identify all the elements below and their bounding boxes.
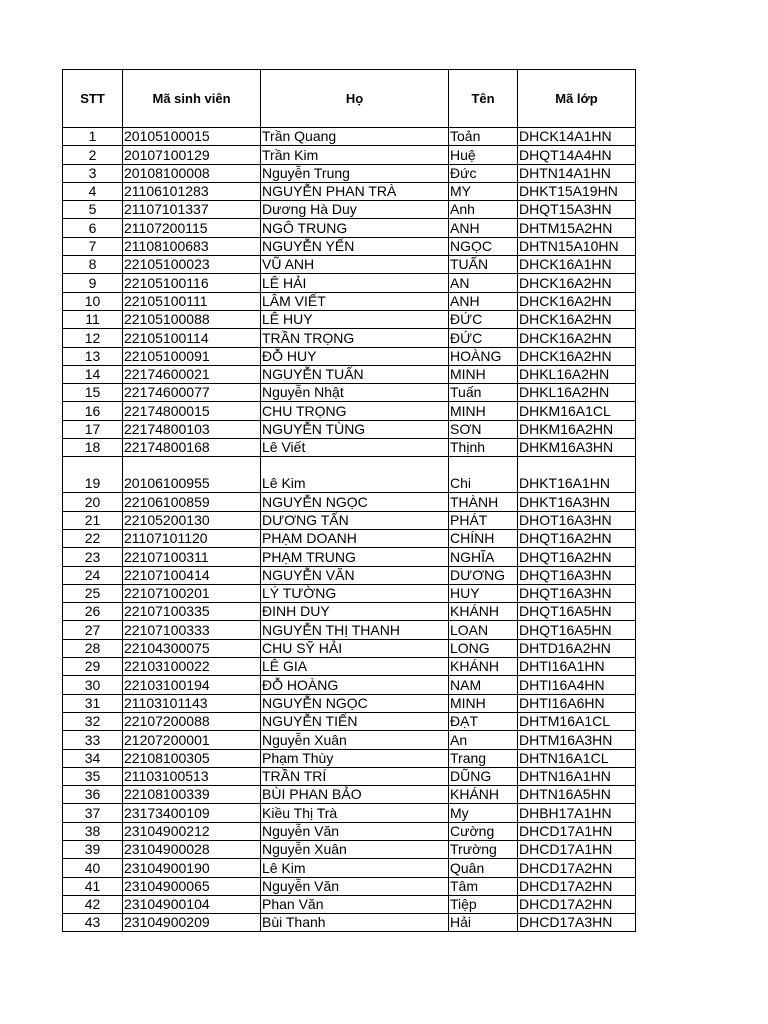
cell-ho: Phan Văn — [261, 895, 449, 913]
cell-ma-lop: DHCD17A3HN — [518, 914, 636, 932]
cell-ho: ĐỖ HOÀNG — [261, 676, 449, 694]
cell-ma-sinh-vien: 23104900104 — [123, 895, 261, 913]
cell-ma-lop: DHQT14A4HN — [518, 146, 636, 164]
cell-ten: AN — [449, 274, 518, 292]
cell-ma-lop: DHQT15A3HN — [518, 201, 636, 219]
cell-stt: 14 — [63, 365, 123, 383]
table-row — [63, 274, 636, 292]
cell-ho: NGUYỄN THỊ THANH — [261, 621, 449, 639]
cell-ten: DƯƠNG — [449, 566, 518, 584]
cell-ho: TRẦN TRÍ — [261, 767, 449, 785]
cell-ma-sinh-vien: 22108100305 — [123, 749, 261, 767]
cell-ma-sinh-vien: 22105200130 — [123, 511, 261, 529]
cell-ma-sinh-vien: 21106101283 — [123, 182, 261, 200]
table-row — [63, 329, 636, 347]
cell-stt: 16 — [63, 402, 123, 420]
cell-ma-lop: DHKM16A2HN — [518, 420, 636, 438]
cell-ma-lop: DHCK16A2HN — [518, 274, 636, 292]
cell-ma-lop: DHQT16A2HN — [518, 548, 636, 566]
cell-ma-lop: DHKM16A3HN — [518, 439, 636, 457]
cell-ho: NGÔ TRUNG — [261, 219, 449, 237]
cell-ma-sinh-vien: 22103100022 — [123, 658, 261, 676]
cell-stt: 30 — [63, 676, 123, 694]
cell-ten: LOAN — [449, 621, 518, 639]
cell-ma-lop: DHQT16A3HN — [518, 566, 636, 584]
cell-ma-lop: DHTI16A6HN — [518, 694, 636, 712]
cell-ma-sinh-vien: 22107100333 — [123, 621, 261, 639]
cell-ho: BÙI PHAN BẢO — [261, 786, 449, 804]
cell-stt: 2 — [63, 146, 123, 164]
cell-stt: 22 — [63, 529, 123, 547]
table-row — [63, 493, 636, 511]
cell-ma-lop: DHCK16A1HN — [518, 256, 636, 274]
table-row — [63, 457, 636, 493]
cell-ma-lop: DHTN16A1CL — [518, 749, 636, 767]
table-row — [63, 804, 636, 822]
cell-stt: 40 — [63, 859, 123, 877]
cell-stt: 35 — [63, 767, 123, 785]
table-row — [63, 767, 636, 785]
cell-stt: 27 — [63, 621, 123, 639]
cell-ho: CHU TRỌNG — [261, 402, 449, 420]
table-row — [63, 877, 636, 895]
cell-ho: NGUYỄN PHAN TRÀ — [261, 182, 449, 200]
cell-ma-sinh-vien: 22174800168 — [123, 439, 261, 457]
cell-ma-lop: DHCD17A2HN — [518, 895, 636, 913]
cell-stt: 12 — [63, 329, 123, 347]
cell-ma-lop: DHCD17A1HN — [518, 822, 636, 840]
cell-ma-lop: DHCK14A1HN — [518, 128, 636, 146]
header-ma-lop: Mã lớp — [518, 70, 636, 128]
cell-ho: Nguyễn Trung — [261, 164, 449, 182]
table-row — [63, 439, 636, 457]
cell-ma-sinh-vien: 23104900212 — [123, 822, 261, 840]
cell-stt: 5 — [63, 201, 123, 219]
cell-ma-sinh-vien: 21103101143 — [123, 694, 261, 712]
cell-ho: PHẠM TRUNG — [261, 548, 449, 566]
cell-ten: KHÁNH — [449, 786, 518, 804]
cell-stt: 41 — [63, 877, 123, 895]
cell-ho: Trần Quang — [261, 128, 449, 146]
cell-ho: Nguyễn Xuân — [261, 731, 449, 749]
cell-stt: 20 — [63, 493, 123, 511]
cell-ma-lop: DHCK16A2HN — [518, 292, 636, 310]
table-row — [63, 219, 636, 237]
cell-ten: Tiệp — [449, 895, 518, 913]
cell-ten: NAM — [449, 676, 518, 694]
cell-ma-sinh-vien: 22174600021 — [123, 365, 261, 383]
table-row — [63, 182, 636, 200]
cell-ho: NGUYỄN TIẾN — [261, 712, 449, 730]
cell-ma-sinh-vien: 21108100683 — [123, 237, 261, 255]
table-row — [63, 621, 636, 639]
cell-ho: LÂM VIẾT — [261, 292, 449, 310]
cell-ma-sinh-vien: 22106100859 — [123, 493, 261, 511]
cell-ma-sinh-vien: 21103100513 — [123, 767, 261, 785]
table-row — [63, 292, 636, 310]
cell-ma-lop: DHCD17A2HN — [518, 877, 636, 895]
cell-ho: Lê Kim — [261, 859, 449, 877]
table-row — [63, 511, 636, 529]
cell-ten: KHÁNH — [449, 658, 518, 676]
cell-stt: 4 — [63, 182, 123, 200]
cell-ma-sinh-vien: 21107101120 — [123, 529, 261, 547]
cell-ten: MINH — [449, 694, 518, 712]
cell-ten: Tuấn — [449, 384, 518, 402]
cell-ten: KHÁNH — [449, 603, 518, 621]
cell-stt: 18 — [63, 439, 123, 457]
table-row — [63, 694, 636, 712]
table-row — [63, 402, 636, 420]
cell-ma-sinh-vien: 22174600077 — [123, 384, 261, 402]
cell-ma-sinh-vien: 23104900028 — [123, 840, 261, 858]
cell-ma-lop: DHBH17A1HN — [518, 804, 636, 822]
cell-ho: NGUYỄN YẾN — [261, 237, 449, 255]
cell-ten: ĐỨC — [449, 310, 518, 328]
cell-ho: Kiều Thị Trà — [261, 804, 449, 822]
header-stt: STT — [63, 70, 123, 128]
table-row — [63, 566, 636, 584]
cell-ma-sinh-vien: 22107100311 — [123, 548, 261, 566]
header-ten: Tên — [449, 70, 518, 128]
cell-stt: 6 — [63, 219, 123, 237]
cell-ma-lop: DHQT16A5HN — [518, 621, 636, 639]
cell-ho: NGUYỄN VĂN — [261, 566, 449, 584]
cell-ten: ANH — [449, 219, 518, 237]
cell-ma-sinh-vien: 22174800103 — [123, 420, 261, 438]
cell-ma-lop: DHQT16A3HN — [518, 584, 636, 602]
cell-ho: Nguyễn Văn — [261, 822, 449, 840]
table-row — [63, 731, 636, 749]
cell-ma-sinh-vien: 22105100114 — [123, 329, 261, 347]
table-row — [63, 914, 636, 932]
cell-ma-lop: DHCD17A1HN — [518, 840, 636, 858]
cell-ten: Đức — [449, 164, 518, 182]
cell-ma-sinh-vien: 23104900065 — [123, 877, 261, 895]
cell-ma-sinh-vien: 22105100111 — [123, 292, 261, 310]
cell-ten: CHÍNH — [449, 529, 518, 547]
cell-ma-lop: DHTM15A2HN — [518, 219, 636, 237]
cell-ma-sinh-vien: 22105100023 — [123, 256, 261, 274]
cell-ten: SƠN — [449, 420, 518, 438]
cell-ten: ANH — [449, 292, 518, 310]
cell-ho: Lê Viết — [261, 439, 449, 457]
cell-stt: 11 — [63, 310, 123, 328]
header-ho: Họ — [261, 70, 449, 128]
cell-ma-sinh-vien: 23104900190 — [123, 859, 261, 877]
cell-stt: 34 — [63, 749, 123, 767]
cell-stt: 19 — [63, 457, 123, 493]
cell-stt: 26 — [63, 603, 123, 621]
cell-ma-sinh-vien: 23104900209 — [123, 914, 261, 932]
table-row — [63, 786, 636, 804]
cell-ma-lop: DHKT16A3HN — [518, 493, 636, 511]
cell-ma-lop: DHCD17A2HN — [518, 859, 636, 877]
table-row — [63, 256, 636, 274]
cell-ma-sinh-vien: 22108100339 — [123, 786, 261, 804]
cell-ho: LÊ HẢI — [261, 274, 449, 292]
cell-ten: NGHĨA — [449, 548, 518, 566]
table-row — [63, 347, 636, 365]
table-row — [63, 712, 636, 730]
cell-ten: NGỌC — [449, 237, 518, 255]
cell-ma-lop: DHKM16A1CL — [518, 402, 636, 420]
cell-stt: 3 — [63, 164, 123, 182]
table-row — [63, 365, 636, 383]
cell-ma-lop: DHKL16A2HN — [518, 365, 636, 383]
table-row — [63, 584, 636, 602]
cell-ma-sinh-vien: 22105100088 — [123, 310, 261, 328]
cell-ten: Chi — [449, 457, 518, 493]
cell-stt: 24 — [63, 566, 123, 584]
cell-ma-sinh-vien: 22107100201 — [123, 584, 261, 602]
cell-ma-lop: DHTM16A1CL — [518, 712, 636, 730]
cell-stt: 1 — [63, 128, 123, 146]
cell-ho: Bùi Thanh — [261, 914, 449, 932]
table-row — [63, 658, 636, 676]
table-row — [63, 146, 636, 164]
cell-ten: Quân — [449, 859, 518, 877]
cell-ten: MINH — [449, 402, 518, 420]
cell-ho: Nguyễn Nhật — [261, 384, 449, 402]
student-table — [62, 69, 636, 932]
cell-ten: MY — [449, 182, 518, 200]
cell-ma-sinh-vien: 20106100955 — [123, 457, 261, 493]
table-row — [63, 529, 636, 547]
cell-ho: LÊ HUY — [261, 310, 449, 328]
table-row — [63, 895, 636, 913]
cell-ma-sinh-vien: 22104300075 — [123, 639, 261, 657]
cell-stt: 21 — [63, 511, 123, 529]
cell-ma-sinh-vien: 22107100335 — [123, 603, 261, 621]
table-row — [63, 237, 636, 255]
cell-ma-sinh-vien: 22103100194 — [123, 676, 261, 694]
table-row — [63, 822, 636, 840]
cell-ma-lop: DHKT15A19HN — [518, 182, 636, 200]
cell-ma-sinh-vien: 20105100015 — [123, 128, 261, 146]
cell-ho: Trần Kim — [261, 146, 449, 164]
cell-ten: Tâm — [449, 877, 518, 895]
cell-stt: 9 — [63, 274, 123, 292]
cell-stt: 7 — [63, 237, 123, 255]
cell-stt: 36 — [63, 786, 123, 804]
cell-ma-sinh-vien: 22105100091 — [123, 347, 261, 365]
cell-ten: ĐẠT — [449, 712, 518, 730]
cell-ma-lop: DHCK16A2HN — [518, 347, 636, 365]
cell-ten: Hải — [449, 914, 518, 932]
cell-stt: 33 — [63, 731, 123, 749]
cell-ten: TUẤN — [449, 256, 518, 274]
cell-stt: 38 — [63, 822, 123, 840]
cell-ma-lop: DHCK16A2HN — [518, 310, 636, 328]
cell-ten: Cường — [449, 822, 518, 840]
cell-ten: Huệ — [449, 146, 518, 164]
table-row — [63, 749, 636, 767]
cell-stt: 42 — [63, 895, 123, 913]
cell-ten: Anh — [449, 201, 518, 219]
cell-ma-sinh-vien: 20107100129 — [123, 146, 261, 164]
cell-ma-lop: DHOT16A3HN — [518, 511, 636, 529]
table-row — [63, 164, 636, 182]
table-row — [63, 859, 636, 877]
cell-stt: 43 — [63, 914, 123, 932]
cell-stt: 23 — [63, 548, 123, 566]
cell-ten: HUY — [449, 584, 518, 602]
cell-stt: 13 — [63, 347, 123, 365]
cell-ho: PHẠM DOANH — [261, 529, 449, 547]
cell-ten: ĐỨC — [449, 329, 518, 347]
header-row — [63, 70, 636, 128]
cell-ma-sinh-vien: 21207200001 — [123, 731, 261, 749]
cell-ho: VŨ ANH — [261, 256, 449, 274]
table-row — [63, 548, 636, 566]
cell-ten: Trường — [449, 840, 518, 858]
cell-ten: THÀNH — [449, 493, 518, 511]
cell-ma-lop: DHTI16A4HN — [518, 676, 636, 694]
cell-ma-sinh-vien: 21107200115 — [123, 219, 261, 237]
cell-ma-sinh-vien: 22107200088 — [123, 712, 261, 730]
cell-ten: My — [449, 804, 518, 822]
cell-ten: Toản — [449, 128, 518, 146]
cell-ho: ĐỖ HUY — [261, 347, 449, 365]
cell-ho: Nguyễn Xuân — [261, 840, 449, 858]
cell-ma-sinh-vien: 20108100008 — [123, 164, 261, 182]
cell-ho: ĐINH DUY — [261, 603, 449, 621]
header-ma-sinh-vien: Mã sinh viên — [123, 70, 261, 128]
cell-ten: PHÁT — [449, 511, 518, 529]
cell-ho: NGUYỄN NGỌC — [261, 694, 449, 712]
cell-stt: 31 — [63, 694, 123, 712]
cell-ho: DƯƠNG TẤN — [261, 511, 449, 529]
cell-ma-lop: DHTI16A1HN — [518, 658, 636, 676]
cell-ma-sinh-vien: 22105100116 — [123, 274, 261, 292]
cell-ho: LÝ TƯỜNG — [261, 584, 449, 602]
cell-ho: Lê Kim — [261, 457, 449, 493]
cell-ho: Nguyễn Văn — [261, 877, 449, 895]
cell-ten: Trang — [449, 749, 518, 767]
cell-stt: 10 — [63, 292, 123, 310]
cell-ma-lop: DHTD16A2HN — [518, 639, 636, 657]
cell-ten: An — [449, 731, 518, 749]
cell-ma-lop: DHCK16A2HN — [518, 329, 636, 347]
cell-stt: 29 — [63, 658, 123, 676]
cell-ten: Thịnh — [449, 439, 518, 457]
cell-ma-lop: DHTM16A3HN — [518, 731, 636, 749]
cell-ho: TRẦN TRỌNG — [261, 329, 449, 347]
cell-ho: Phạm Thùy — [261, 749, 449, 767]
cell-ten: MINH — [449, 365, 518, 383]
cell-ho: LÊ GIA — [261, 658, 449, 676]
cell-ma-lop: DHTN15A10HN — [518, 237, 636, 255]
cell-stt: 15 — [63, 384, 123, 402]
table-row — [63, 676, 636, 694]
cell-ma-lop: DHKT16A1HN — [518, 457, 636, 493]
table-row — [63, 420, 636, 438]
cell-ho: NGUYỄN TÙNG — [261, 420, 449, 438]
cell-ma-lop: DHTN14A1HN — [518, 164, 636, 182]
table-row — [63, 201, 636, 219]
cell-ho: NGUYỄN NGỌC — [261, 493, 449, 511]
cell-ho: Dương Hà Duy — [261, 201, 449, 219]
cell-ten: HOÀNG — [449, 347, 518, 365]
table-row — [63, 310, 636, 328]
cell-stt: 37 — [63, 804, 123, 822]
cell-ho: NGUYỄN TUẤN — [261, 365, 449, 383]
cell-stt: 8 — [63, 256, 123, 274]
cell-ma-sinh-vien: 22107100414 — [123, 566, 261, 584]
cell-ma-lop: DHTN16A1HN — [518, 767, 636, 785]
cell-stt: 28 — [63, 639, 123, 657]
table-row — [63, 840, 636, 858]
cell-ma-lop: DHTN16A5HN — [518, 786, 636, 804]
cell-ma-sinh-vien: 23173400109 — [123, 804, 261, 822]
cell-stt: 39 — [63, 840, 123, 858]
cell-stt: 17 — [63, 420, 123, 438]
cell-ma-lop: DHKL16A2HN — [518, 384, 636, 402]
table-row — [63, 128, 636, 146]
cell-ma-lop: DHQT16A2HN — [518, 529, 636, 547]
cell-stt: 32 — [63, 712, 123, 730]
cell-ma-sinh-vien: 22174800015 — [123, 402, 261, 420]
table-body — [63, 128, 636, 932]
cell-ten: DŨNG — [449, 767, 518, 785]
table-row — [63, 384, 636, 402]
table-row — [63, 603, 636, 621]
table-row — [63, 639, 636, 657]
cell-ma-sinh-vien: 21107101337 — [123, 201, 261, 219]
cell-ten: LONG — [449, 639, 518, 657]
cell-ho: CHU SỸ HẢI — [261, 639, 449, 657]
cell-ma-lop: DHQT16A5HN — [518, 603, 636, 621]
cell-stt: 25 — [63, 584, 123, 602]
